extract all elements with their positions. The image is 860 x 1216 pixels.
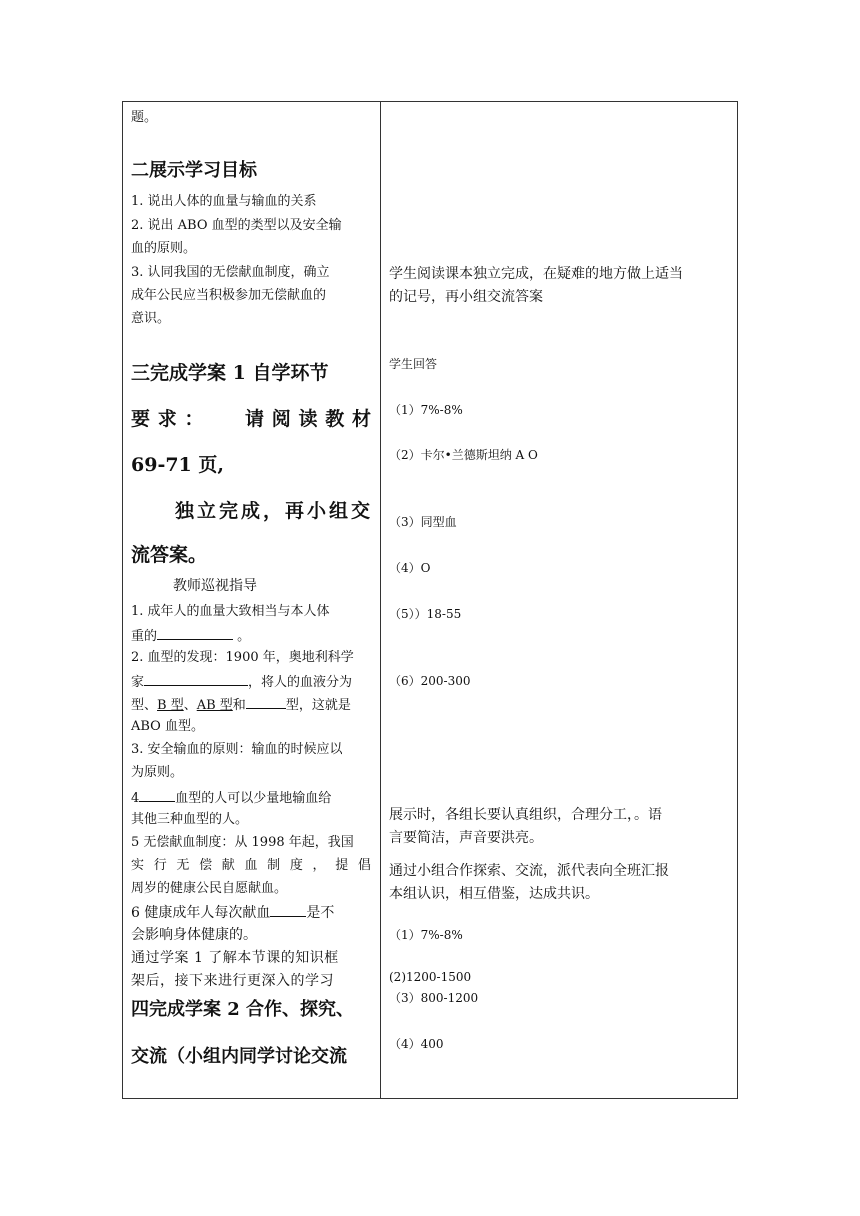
- req-char: 求: [157, 408, 177, 430]
- underlined-text: B 型: [157, 698, 184, 713]
- blank-line: [246, 696, 286, 709]
- goal-3-line-3: 意识。: [131, 311, 171, 326]
- student-answer-label: 学生回答: [389, 357, 438, 371]
- goal-2-line-1: 2. 说出 ABO 血型的类型以及安全输: [131, 218, 342, 233]
- section-heading-cooperate: 四完成学案 2 合作、探究、: [131, 999, 355, 1020]
- answer-b2: (2)1200-1500: [389, 970, 472, 984]
- question-2-line-2: [131, 673, 352, 691]
- text: 制: [267, 858, 281, 873]
- question-5-line-1: 5 无偿献血制度：从 1998 年起，我国: [131, 835, 354, 850]
- transition-line-1: 通过学案 1 了解本节课的知识框: [131, 950, 339, 966]
- goal-3-line-2: 成年公民应当积极参加无偿献血的: [131, 288, 327, 303]
- left-continued-text: 题。: [131, 110, 158, 125]
- text: ，: [312, 858, 326, 873]
- question-3-line-1: 3. 安全输血的原则：输血的时候应以: [131, 742, 343, 757]
- requirement-answers: 流答案。: [131, 544, 208, 566]
- answer-b4: （4）400: [389, 1037, 444, 1051]
- requirement-independent: 独立完成，再小组交: [175, 500, 374, 522]
- question-2-line-4: ABO 血型。: [131, 719, 204, 734]
- text: 度: [289, 858, 303, 873]
- goal-2-line-2: 血的原则。: [131, 241, 197, 256]
- req-char: 教: [325, 408, 345, 430]
- blank-line: [270, 904, 306, 917]
- presentation-line-2: 言要简洁，声音要洪亮。: [389, 830, 543, 846]
- text: 无: [176, 858, 190, 873]
- question-5-line-3: 周岁的健康公民自愿献血。: [131, 881, 288, 896]
- text: 、: [183, 698, 197, 713]
- question-2-line-3: [131, 696, 351, 714]
- blank-line: [139, 789, 175, 802]
- text: 倡: [357, 858, 371, 873]
- req-char: 阅: [271, 408, 291, 430]
- text: ，将人的血液分为: [248, 675, 353, 690]
- text: 和: [232, 698, 246, 713]
- text: 重的: [131, 629, 158, 644]
- blank-line: [144, 673, 248, 686]
- goal-1: 1. 说出人体的血量与输血的关系: [131, 194, 317, 209]
- question-4-line-2: 其他三种血型的人。: [131, 812, 249, 827]
- student-reading-line-2: 的记号，再小组交流答案: [389, 289, 543, 305]
- question-1-line-2: [131, 627, 250, 645]
- text: 。: [233, 629, 251, 644]
- text: 偿: [199, 858, 213, 873]
- goal-3-line-1: 3. 认同我国的无偿献血制度，确立: [131, 265, 330, 280]
- question-6-line-2: 会影响身体健康的。: [131, 927, 257, 943]
- question-2-line-1: 2. 血型的发现：1900 年，奥地利科学: [131, 650, 354, 665]
- text: 是不: [306, 905, 335, 921]
- text: 6 健康成年人每次献血: [131, 905, 271, 921]
- req-char: ：: [184, 408, 204, 430]
- text: 行: [153, 858, 167, 873]
- text: 血型的人可以少量地输血给: [175, 791, 332, 806]
- presentation-line-1: 展示时，各组长要认真组织，合理分工，。语: [389, 807, 662, 823]
- text: 实: [131, 858, 145, 873]
- answer-b1: （1）7%-8%: [389, 928, 463, 942]
- question-4-line-1: [131, 789, 331, 807]
- text: 血: [244, 858, 258, 873]
- teacher-guidance: 教师巡视指导: [173, 578, 257, 594]
- underlined-text: AB 型: [196, 698, 233, 713]
- cooperation-line-1: 通过小组合作探索、交流，派代表向全班汇报: [389, 863, 669, 879]
- answer-6: （6）200-300: [389, 674, 471, 688]
- req-char: 要: [131, 408, 151, 430]
- answer-1: （1）7%-8%: [389, 403, 463, 417]
- text: 型，这就是: [285, 698, 351, 713]
- student-reading-line-1: 学生阅读课本独立完成，在疑难的地方做上适当: [389, 266, 683, 282]
- question-3-line-2: 为原则。: [131, 765, 184, 780]
- section-heading-self-study: 三完成学案 1 自学环节: [131, 362, 329, 384]
- question-1-line-1: 1. 成年人的血量大致相当与本人体: [131, 604, 330, 619]
- text: 家: [131, 675, 145, 690]
- text: 提: [335, 858, 349, 873]
- answer-2: （2）卡尔•兰德斯坦纳 A O: [389, 448, 538, 462]
- answer-b3: （3）800-1200: [389, 991, 479, 1005]
- blank-line: [157, 627, 233, 640]
- requirement-line: [131, 408, 371, 430]
- transition-line-2: 架后，接下来进行更深入的学习: [131, 973, 334, 989]
- text: 献: [221, 858, 235, 873]
- req-char: 读: [298, 408, 318, 430]
- req-char: 请: [244, 408, 264, 430]
- text: 4: [131, 791, 140, 806]
- section-heading-cooperate-line-2: 交流（小组内同学讨论交流: [131, 1046, 347, 1067]
- req-char: 材: [351, 408, 371, 430]
- answer-3: （3）同型血: [389, 515, 457, 529]
- column-divider: [380, 102, 381, 1098]
- section-heading-goals: 二展示学习目标: [131, 160, 257, 181]
- cooperation-line-2: 本组认识，相互借鉴，达成共识。: [389, 886, 599, 902]
- requirement-pages: 69-71 页,: [131, 454, 224, 476]
- question-6-line-1: [131, 904, 334, 921]
- answer-5: （5））18-55: [389, 607, 462, 621]
- text: 型、: [131, 698, 158, 713]
- answer-4: （4）O: [389, 561, 431, 575]
- question-5-line-2: [131, 858, 371, 874]
